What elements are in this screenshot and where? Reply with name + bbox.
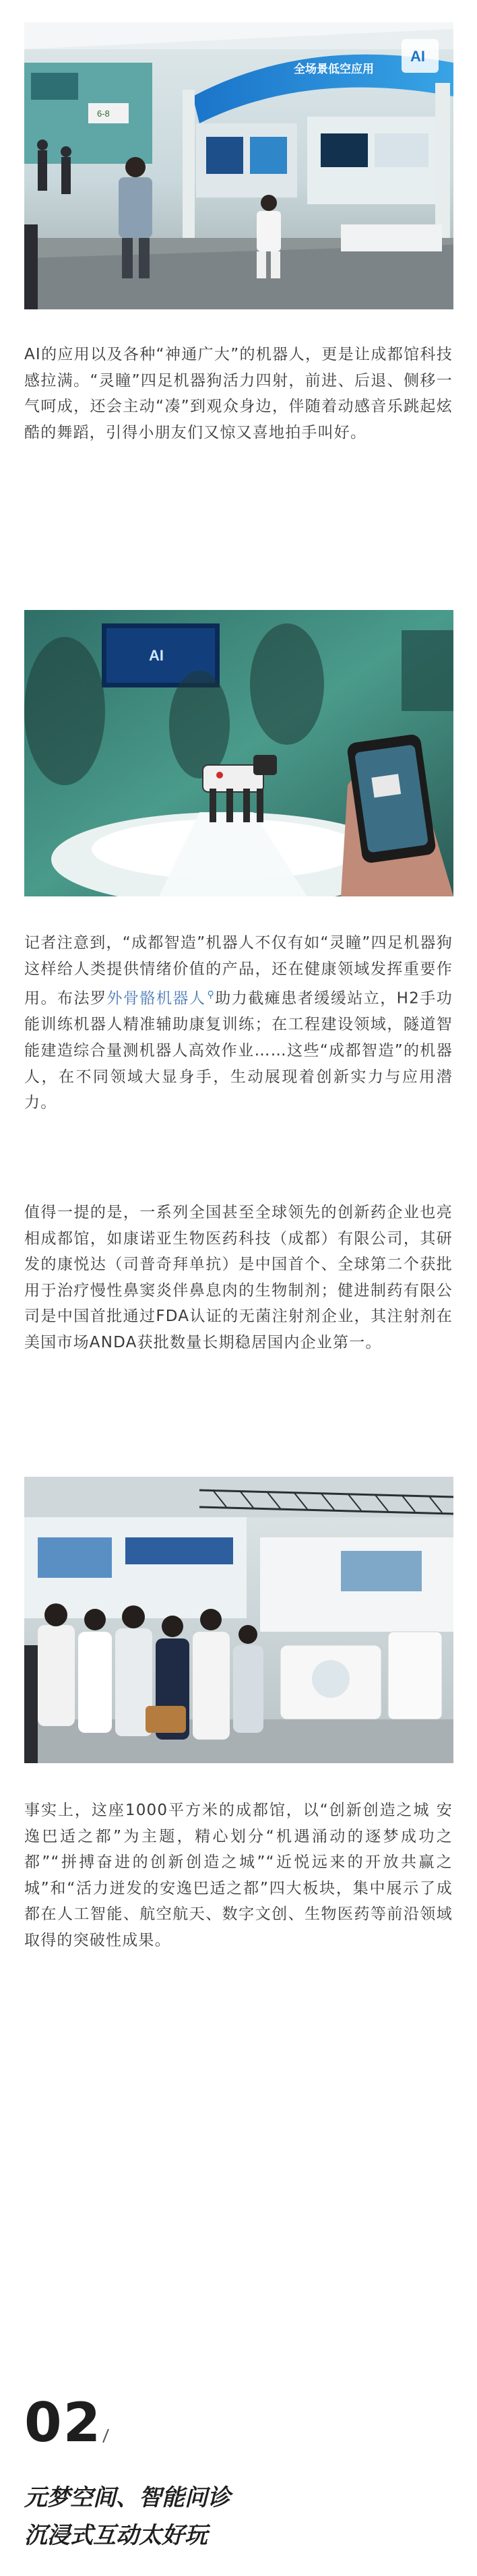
slash-mark	[101, 2428, 110, 2443]
svg-text:全场景低空应用: 全场景低空应用	[294, 63, 374, 76]
photo-medical-exhibits	[24, 1477, 453, 1763]
paragraph-pharma-companies: 值得一提的是，一系列全国甚至全球领先的创新药企业也亮相成都馆，如康诺亚生物医药科技（成都）有限公司，其研发的康悦达（司普奇拜单抗）是中国首个、全球第二个获批用于治疗慢性鼻窦炎伴鼻息肉的生物制剂；健进制药有限公司是中国首批通过FDA认证的无菌注射剂企业，其注射剂在美国市场ANDA获批数量长期稳居国内企业第一。	[24, 1204, 453, 1351]
paragraph-2-text-start: 记者注意到，“成都智造”机器人不仅有如“灵瞳”四足机器狗这样给人类提供情绪价值的产品，还在健康领域发挥重要作用。布法罗	[24, 934, 453, 1008]
section-number: 02	[24, 2391, 102, 2454]
section-title-line-2: 沉浸式互动太好玩	[24, 2522, 208, 2549]
svg-text:AI: AI	[410, 48, 425, 65]
paragraph-chengdu-robots	[24, 930, 453, 1116]
search-icon[interactable]: ⚲	[207, 989, 215, 1001]
exoskeleton-robot-link[interactable]: 外骨骼机器人	[106, 989, 206, 1008]
section-title-line-1: 元梦空间、智能问诊	[24, 2484, 230, 2511]
photo-exhibition-hall	[24, 22, 453, 309]
photo-robot-dog	[24, 610, 453, 896]
svg-text:AI: AI	[149, 647, 164, 664]
paragraph-chengdu-pavilion: 事实上，这座1000平方米的成都馆，以“创新创造之城 安逸巴适之都”为主题，精心划分“机遇涌动的逐梦成功之都”“拼搏奋进的创新创造之城”“近悦远来的开放共赢之城”和“活力迸发的安逸巴适之都”四大板块，集中展示了成都在人工智能、航空航天、数字文创、生物医药等前沿领域取得的突破性成果。	[24, 1802, 453, 1949]
booth-sign	[294, 62, 374, 76]
paragraph-robots-intro: AI的应用以及各种“神通广大”的机器人，更是让成都馆科技感拉满。“灵瞳”四足机器狗活力四射，前进、后退、侧移一气呵成，还会主动“凑”到观众身边，伴随着动感音乐跳起炫酷的舞蹈，引得小朋友们又惊又喜地拍手叫好。	[24, 346, 453, 441]
paragraph-2-text-end: 助力截瘫患者缓缓站立，H2手功能训练机器人精准辅助康复训练；在工程建设领域，隧道智能建造综合量测机器人高效作业……这些“成都智造”的机器人，在不同领域大显身手，生动展现着创新实力与应用潜力。	[24, 989, 453, 1112]
svg-text:6-8: 6-8	[97, 109, 110, 119]
